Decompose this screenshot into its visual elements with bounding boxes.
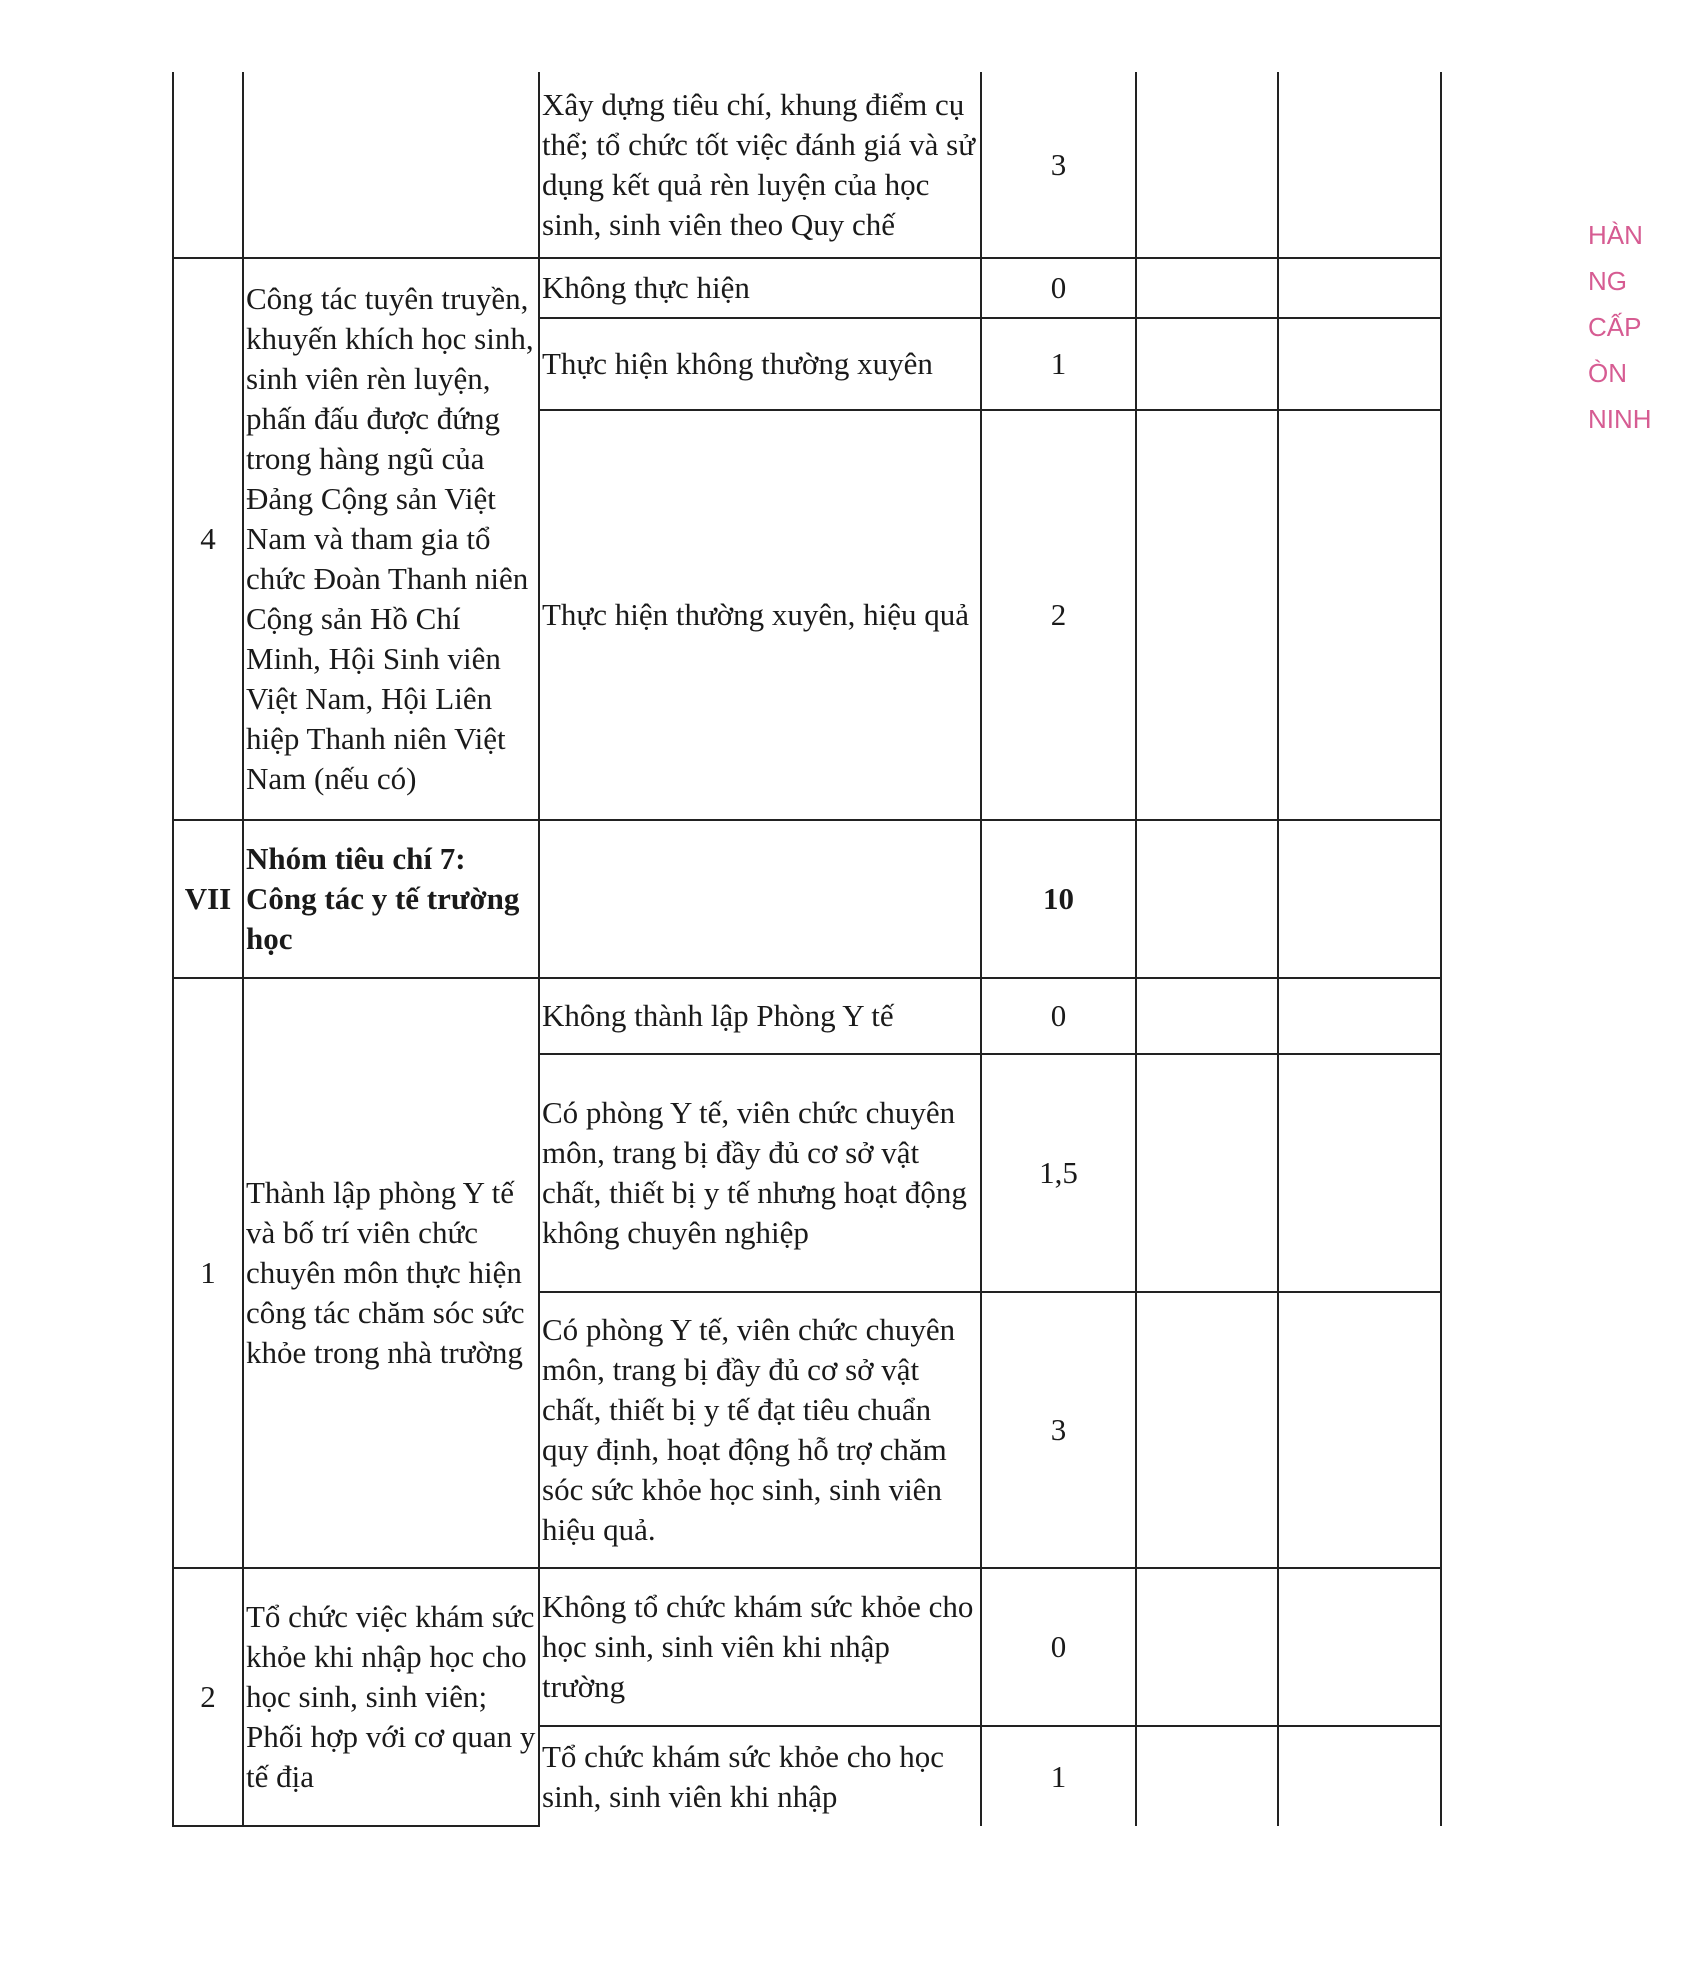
evaluated-score-cell bbox=[1278, 72, 1441, 258]
level-cell: Có phòng Y tế, viên chức chuyên môn, trang bị đầy đủ cơ sở vật chất, thiết bị y tế nhưng hoạt động không chuyên nghiệp bbox=[539, 1054, 981, 1292]
evaluated-score-cell bbox=[1278, 978, 1441, 1054]
evaluated-score-cell bbox=[1278, 1568, 1441, 1726]
official-stamp bbox=[1588, 212, 1658, 442]
criterion-group-title: Nhóm tiêu chí 7: Công tác y tế trường học bbox=[243, 820, 539, 978]
level-cell bbox=[539, 820, 981, 978]
self-score-cell bbox=[1136, 1568, 1278, 1726]
table-row bbox=[173, 1568, 1441, 1726]
max-score-cell: 10 bbox=[981, 820, 1136, 978]
criteria-table bbox=[172, 72, 1442, 1827]
level-cell: Không thành lập Phòng Y tế bbox=[539, 978, 981, 1054]
evaluated-score-cell bbox=[1278, 318, 1441, 410]
level-cell: Tổ chức khám sức khỏe cho học sinh, sinh viên khi nhập bbox=[539, 1726, 981, 1826]
stamp-text: CẤP bbox=[1588, 312, 1642, 342]
self-score-cell bbox=[1136, 820, 1278, 978]
stt-cell: 2 bbox=[173, 1568, 243, 1826]
stt-cell: 4 bbox=[173, 258, 243, 820]
self-score-cell bbox=[1136, 318, 1278, 410]
self-score-cell bbox=[1136, 72, 1278, 258]
table-row bbox=[173, 820, 1441, 978]
max-score-cell: 2 bbox=[981, 410, 1136, 820]
evaluated-score-cell bbox=[1278, 258, 1441, 318]
evaluated-score-cell bbox=[1278, 820, 1441, 978]
evaluated-score-cell bbox=[1278, 1292, 1441, 1568]
table-row bbox=[173, 72, 1441, 258]
max-score-cell: 1 bbox=[981, 318, 1136, 410]
level-cell: Thực hiện thường xuyên, hiệu quả bbox=[539, 410, 981, 820]
table-row bbox=[173, 258, 1441, 318]
stamp-text: ÒN bbox=[1588, 358, 1627, 388]
level-cell: Có phòng Y tế, viên chức chuyên môn, trang bị đầy đủ cơ sở vật chất, thiết bị y tế đạt tiêu chuẩn quy định, hoạt động hỗ trợ chăm sóc sức khỏe học sinh, sinh viên hiệu quả. bbox=[539, 1292, 981, 1568]
max-score-cell: 0 bbox=[981, 1568, 1136, 1726]
level-cell: Xây dựng tiêu chí, khung điểm cụ thể; tổ chức tốt việc đánh giá và sử dụng kết quả rèn luyện của học sinh, sinh viên theo Quy chế bbox=[539, 72, 981, 258]
criterion-name-cell: Công tác tuyên truyền, khuyến khích học sinh, sinh viên rèn luyện, phấn đấu được đứng trong hàng ngũ của Đảng Cộng sản Việt Nam và tham gia tổ chức Đoàn Thanh niên Cộng sản Hồ Chí Minh, Hội Sinh viên Việt Nam, Hội Liên hiệp Thanh niên Việt Nam (nếu có) bbox=[243, 258, 539, 820]
evaluated-score-cell bbox=[1278, 410, 1441, 820]
max-score-cell: 3 bbox=[981, 72, 1136, 258]
self-score-cell bbox=[1136, 978, 1278, 1054]
max-score-cell: 1 bbox=[981, 1726, 1136, 1826]
self-score-cell bbox=[1136, 1054, 1278, 1292]
criterion-name-cell: Tổ chức việc khám sức khỏe khi nhập học cho học sinh, sinh viên; Phối hợp với cơ quan y tế địa bbox=[243, 1568, 539, 1826]
self-score-cell bbox=[1136, 258, 1278, 318]
level-cell: Không thực hiện bbox=[539, 258, 981, 318]
max-score-cell: 0 bbox=[981, 258, 1136, 318]
self-score-cell bbox=[1136, 410, 1278, 820]
stt-cell bbox=[173, 72, 243, 258]
max-score-cell: 3 bbox=[981, 1292, 1136, 1568]
stamp-text: NG bbox=[1588, 266, 1627, 296]
table-row bbox=[173, 978, 1441, 1054]
stt-cell: VII bbox=[173, 820, 243, 978]
evaluated-score-cell bbox=[1278, 1054, 1441, 1292]
max-score-cell: 1,5 bbox=[981, 1054, 1136, 1292]
stamp-text: NINH bbox=[1588, 404, 1652, 434]
max-score-cell: 0 bbox=[981, 978, 1136, 1054]
level-cell: Thực hiện không thường xuyên bbox=[539, 318, 981, 410]
stamp-text: HÀN bbox=[1588, 220, 1643, 250]
self-score-cell bbox=[1136, 1726, 1278, 1826]
level-cell: Không tổ chức khám sức khỏe cho học sinh, sinh viên khi nhập trường bbox=[539, 1568, 981, 1726]
evaluated-score-cell bbox=[1278, 1726, 1441, 1826]
criterion-name-cell: Thành lập phòng Y tế và bố trí viên chức chuyên môn thực hiện công tác chăm sóc sức khỏe trong nhà trường bbox=[243, 978, 539, 1568]
criterion-name-cell bbox=[243, 72, 539, 258]
self-score-cell bbox=[1136, 1292, 1278, 1568]
stt-cell: 1 bbox=[173, 978, 243, 1568]
